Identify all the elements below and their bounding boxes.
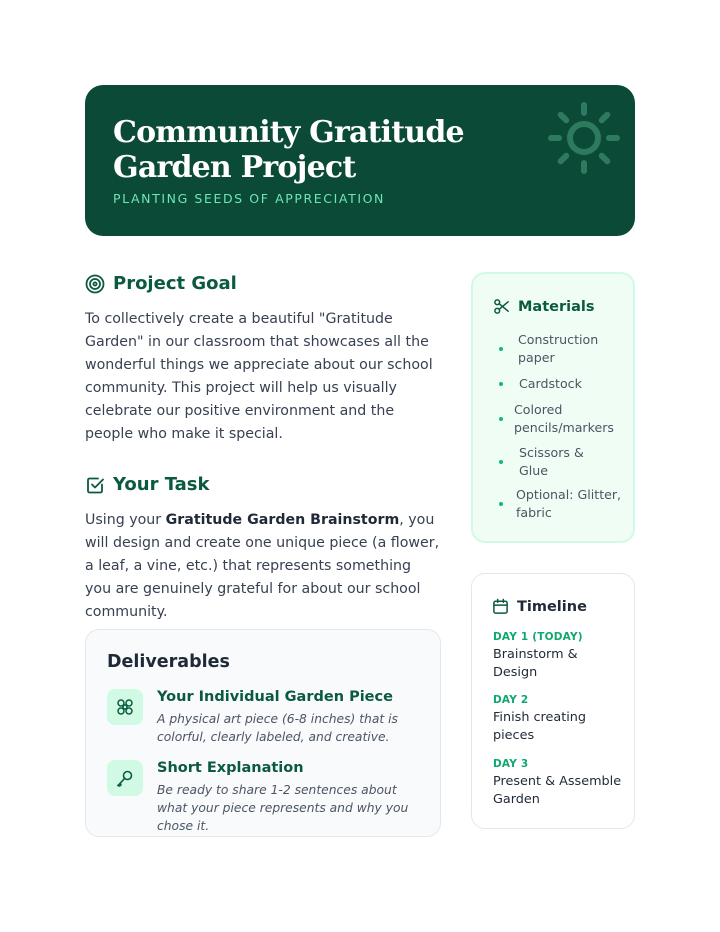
materials-title: Materials: [518, 298, 595, 315]
bullet: [499, 347, 503, 351]
project-goal-heading: [85, 273, 237, 294]
timeline-activity: Finish creating pieces: [493, 710, 587, 743]
deliverables-title: Deliverables: [107, 652, 230, 672]
your-task-text: [85, 509, 441, 624]
brainstorm-reference: Gratitude Garden Brainstorm: [165, 512, 400, 528]
timeline-item: [493, 694, 623, 745]
calendar-icon: [492, 598, 509, 615]
timeline-day: DAY 3: [493, 758, 529, 770]
timeline-heading: [492, 598, 587, 615]
list-item: [499, 486, 629, 522]
bullet: [499, 502, 503, 506]
timeline-day: DAY 2: [493, 694, 529, 706]
list-item: [499, 375, 629, 393]
deliverable-name: Short Explanation: [157, 760, 304, 776]
timeline-item: [493, 631, 623, 682]
timeline-day: DAY 1 (TODAY): [493, 631, 583, 643]
list-item: [499, 401, 629, 437]
deliverable-description: Be ready to share 1-2 sentences about what your piece represents and why you chose it.: [157, 783, 409, 833]
list-item: [499, 444, 629, 480]
your-task-label: Your Task: [113, 474, 210, 495]
flower-icon: [115, 697, 135, 717]
material-name: Construction paper: [518, 332, 599, 365]
timeline-activity: Brainstorm & Design: [493, 647, 578, 680]
bullet: [499, 417, 503, 421]
timeline-title: Timeline: [517, 598, 587, 615]
material-name: Scissors & Glue: [519, 445, 584, 478]
checkbox-icon: [85, 475, 105, 495]
material-name: Optional: Glitter, fabric: [516, 487, 622, 520]
deliverable-description: A physical art piece (6-8 inches) that is colorful, clearly labeled, and creative.: [157, 712, 398, 744]
microphone-icon: [115, 768, 135, 788]
timeline-activity: Present & Assemble Garden: [493, 774, 622, 807]
timeline-item: [493, 758, 623, 809]
header-banner: [85, 85, 635, 236]
materials-card: [471, 272, 635, 543]
your-task-heading: [85, 474, 210, 495]
flower-icon-wrap: [107, 689, 143, 725]
deliverables-card: [85, 629, 441, 837]
task-text-start: Using your: [85, 512, 166, 528]
material-name: Colored pencils/markers: [514, 402, 614, 435]
bullet: [499, 460, 503, 464]
target-icon: [85, 274, 105, 294]
deliverable-name: Your Individual Garden Piece: [157, 689, 393, 705]
task-text-end: , you will design and create one unique piece (a flower, a leaf, a vine, etc.) that represents something you are genuinely grateful for about our school community.: [85, 512, 440, 620]
project-goal-text: To collectively create a beautiful "Gratitude Garden" in our classroom that showcases all the wonderful things we appreciate about our school community. This project will help us visually celebrate our positive environment and the people who make it special.: [85, 311, 433, 442]
microphone-icon-wrap: [107, 760, 143, 796]
timeline-card: [471, 573, 635, 829]
bullet: [499, 382, 503, 386]
page-subtitle: PLANTING SEEDS OF APPRECIATION: [113, 191, 386, 206]
material-name: Cardstock: [519, 376, 582, 391]
sun-icon: [545, 99, 623, 177]
scissors-icon: [493, 298, 510, 315]
page-title: Community Gratitude Garden Project: [113, 115, 464, 185]
materials-heading: [493, 298, 595, 315]
project-goal-label: Project Goal: [113, 273, 237, 294]
list-item: [499, 331, 629, 367]
